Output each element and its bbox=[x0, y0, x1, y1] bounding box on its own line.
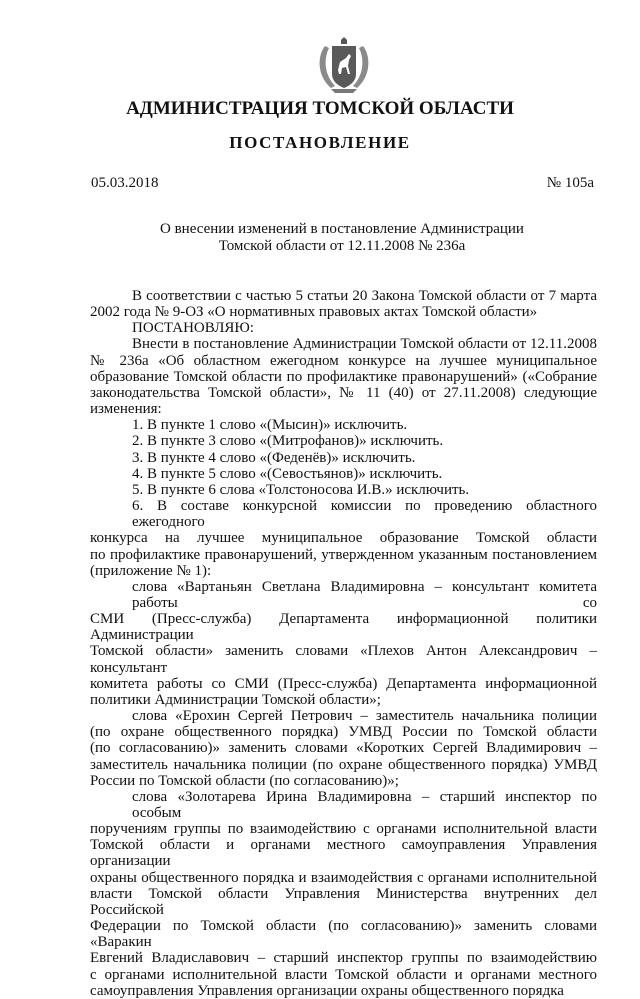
paragraph-line: заместитель начальника полиции (по охране общественного порядка) УМВД bbox=[90, 756, 597, 773]
coat-of-arms-emblem bbox=[313, 36, 375, 94]
title-line: О внесении изменений в постановление Администрации bbox=[160, 221, 524, 237]
paragraph-line: (по охране общественного порядка) УМВД России по Томской области bbox=[90, 724, 597, 741]
paragraph-line: законодательства Томской области», № 11 (40) от 27.11.2008) следующие bbox=[90, 384, 597, 401]
paragraph-line: комитета работы со СМИ (Пресс-служба) Департамента информационной bbox=[90, 675, 597, 692]
paragraph-line: самоуправления Управления организации охраны общественного порядка bbox=[90, 982, 564, 999]
paragraph-line: Федерации по Томской области (по согласованию)» заменить словами «Варакин bbox=[90, 918, 597, 951]
paragraph-line: В соответствии с частью 5 статьи 20 Закона Томской области от 7 марта bbox=[132, 288, 597, 304]
paragraph bbox=[90, 466, 597, 482]
paragraph-line: 2002 года № 9-ОЗ «О нормативных правовых актах Томской области» bbox=[90, 304, 538, 321]
paragraph-line: 5. В пункте 6 слова «Толстоносова И.В.» исключить. bbox=[132, 481, 470, 498]
paragraph bbox=[90, 336, 597, 417]
document-title bbox=[0, 221, 640, 255]
paragraph-line: политики Администрации Томской области»; bbox=[90, 691, 381, 708]
paragraph bbox=[90, 433, 597, 449]
paragraph-line: 4. В пункте 5 слово «(Севостьянов)» исключить. bbox=[132, 465, 443, 482]
paragraph bbox=[90, 482, 597, 498]
paragraph-line: власти Томской области Управления Министерства внутренних дел Российской bbox=[90, 885, 597, 918]
paragraph-line: Томской области и органами местного самоуправления Управления организации bbox=[90, 837, 597, 870]
paragraph-line: слова «Ерохин Сергей Петрович – заместитель начальника полиции bbox=[132, 708, 597, 725]
emblem-icon bbox=[313, 36, 375, 94]
paragraph-line: с органами исполнительной власти Томской области и органами местного bbox=[90, 966, 597, 983]
paragraph-line: конкурса на лучшее муниципальное образование Томской области bbox=[90, 530, 597, 547]
paragraph-line: СМИ (Пресс-служба) Департамента информационной политики Администрации bbox=[90, 611, 597, 644]
paragraph bbox=[90, 498, 597, 579]
paragraph-line: изменения: bbox=[90, 401, 162, 418]
paragraph-line: Внести в постановление Администрации Томской области от 12.11.2008 bbox=[132, 336, 597, 353]
paragraph-line: поручениям группы по взаимодействию с органами исполнительной власти bbox=[90, 821, 597, 838]
paragraph-line: ПОСТАНОВЛЯЮ: bbox=[132, 320, 254, 337]
paragraph bbox=[90, 450, 597, 466]
paragraph-line: 1. В пункте 1 слово «(Мысин)» исключить. bbox=[132, 417, 408, 434]
paragraph-line: Томской области» заменить словами «Плехов Антон Александрович – консультант bbox=[90, 643, 597, 676]
paragraph-line: 3. В пункте 4 слово «(Феденёв)» исключить. bbox=[132, 449, 416, 466]
paragraph-line: слова «Золотарева Ирина Владимировна – старший инспектор по особым bbox=[132, 788, 597, 821]
paragraph-line: № 236а «Об областном ежегодном конкурсе на лучшее муниципальное bbox=[90, 352, 597, 369]
paragraph-line: Евгений Владиславович – старший инспектор группы по взаимодействию bbox=[90, 950, 597, 967]
paragraph bbox=[90, 320, 597, 336]
paragraph-line: по профилактике правонарушений, утвержденном указанным постановлением bbox=[90, 546, 597, 563]
paragraph bbox=[90, 288, 597, 320]
document-body bbox=[90, 288, 597, 999]
paragraph-line: слова «Вартаньян Светлана Владимировна – консультант комитета работы со bbox=[132, 578, 597, 611]
document-number: № 105а bbox=[546, 175, 594, 191]
paragraph bbox=[90, 789, 597, 999]
paragraph bbox=[90, 708, 597, 789]
paragraph-line: образование Томской области по профилактике правонарушений» («Собрание bbox=[90, 368, 597, 385]
paragraph bbox=[90, 417, 597, 433]
organization-heading: АДМИНИСТРАЦИЯ ТОМСКОЙ ОБЛАСТИ bbox=[126, 98, 514, 119]
paragraph-line: России по Томской области (по согласованию)»; bbox=[90, 772, 399, 789]
document-date: 05.03.2018 bbox=[91, 175, 159, 191]
paragraph-line: охраны общественного порядка и взаимодействия с органами исполнительной bbox=[90, 869, 597, 886]
document-type-heading: ПОСТАНОВЛЕНИЕ bbox=[229, 133, 411, 152]
paragraph-line: 2. В пункте 3 слово «(Митрофанов)» исключить. bbox=[132, 433, 444, 450]
paragraph-line: (по согласованию)» заменить словами «Коротких Сергей Владимирович – bbox=[90, 740, 597, 757]
paragraph-line: (приложение № 1): bbox=[90, 562, 212, 579]
paragraph-line: 6. В составе конкурсной комиссии по проведению областного ежегодного bbox=[132, 498, 597, 531]
paragraph bbox=[90, 579, 597, 708]
title-line: Томской области от 12.11.2008 № 236а bbox=[218, 238, 466, 254]
